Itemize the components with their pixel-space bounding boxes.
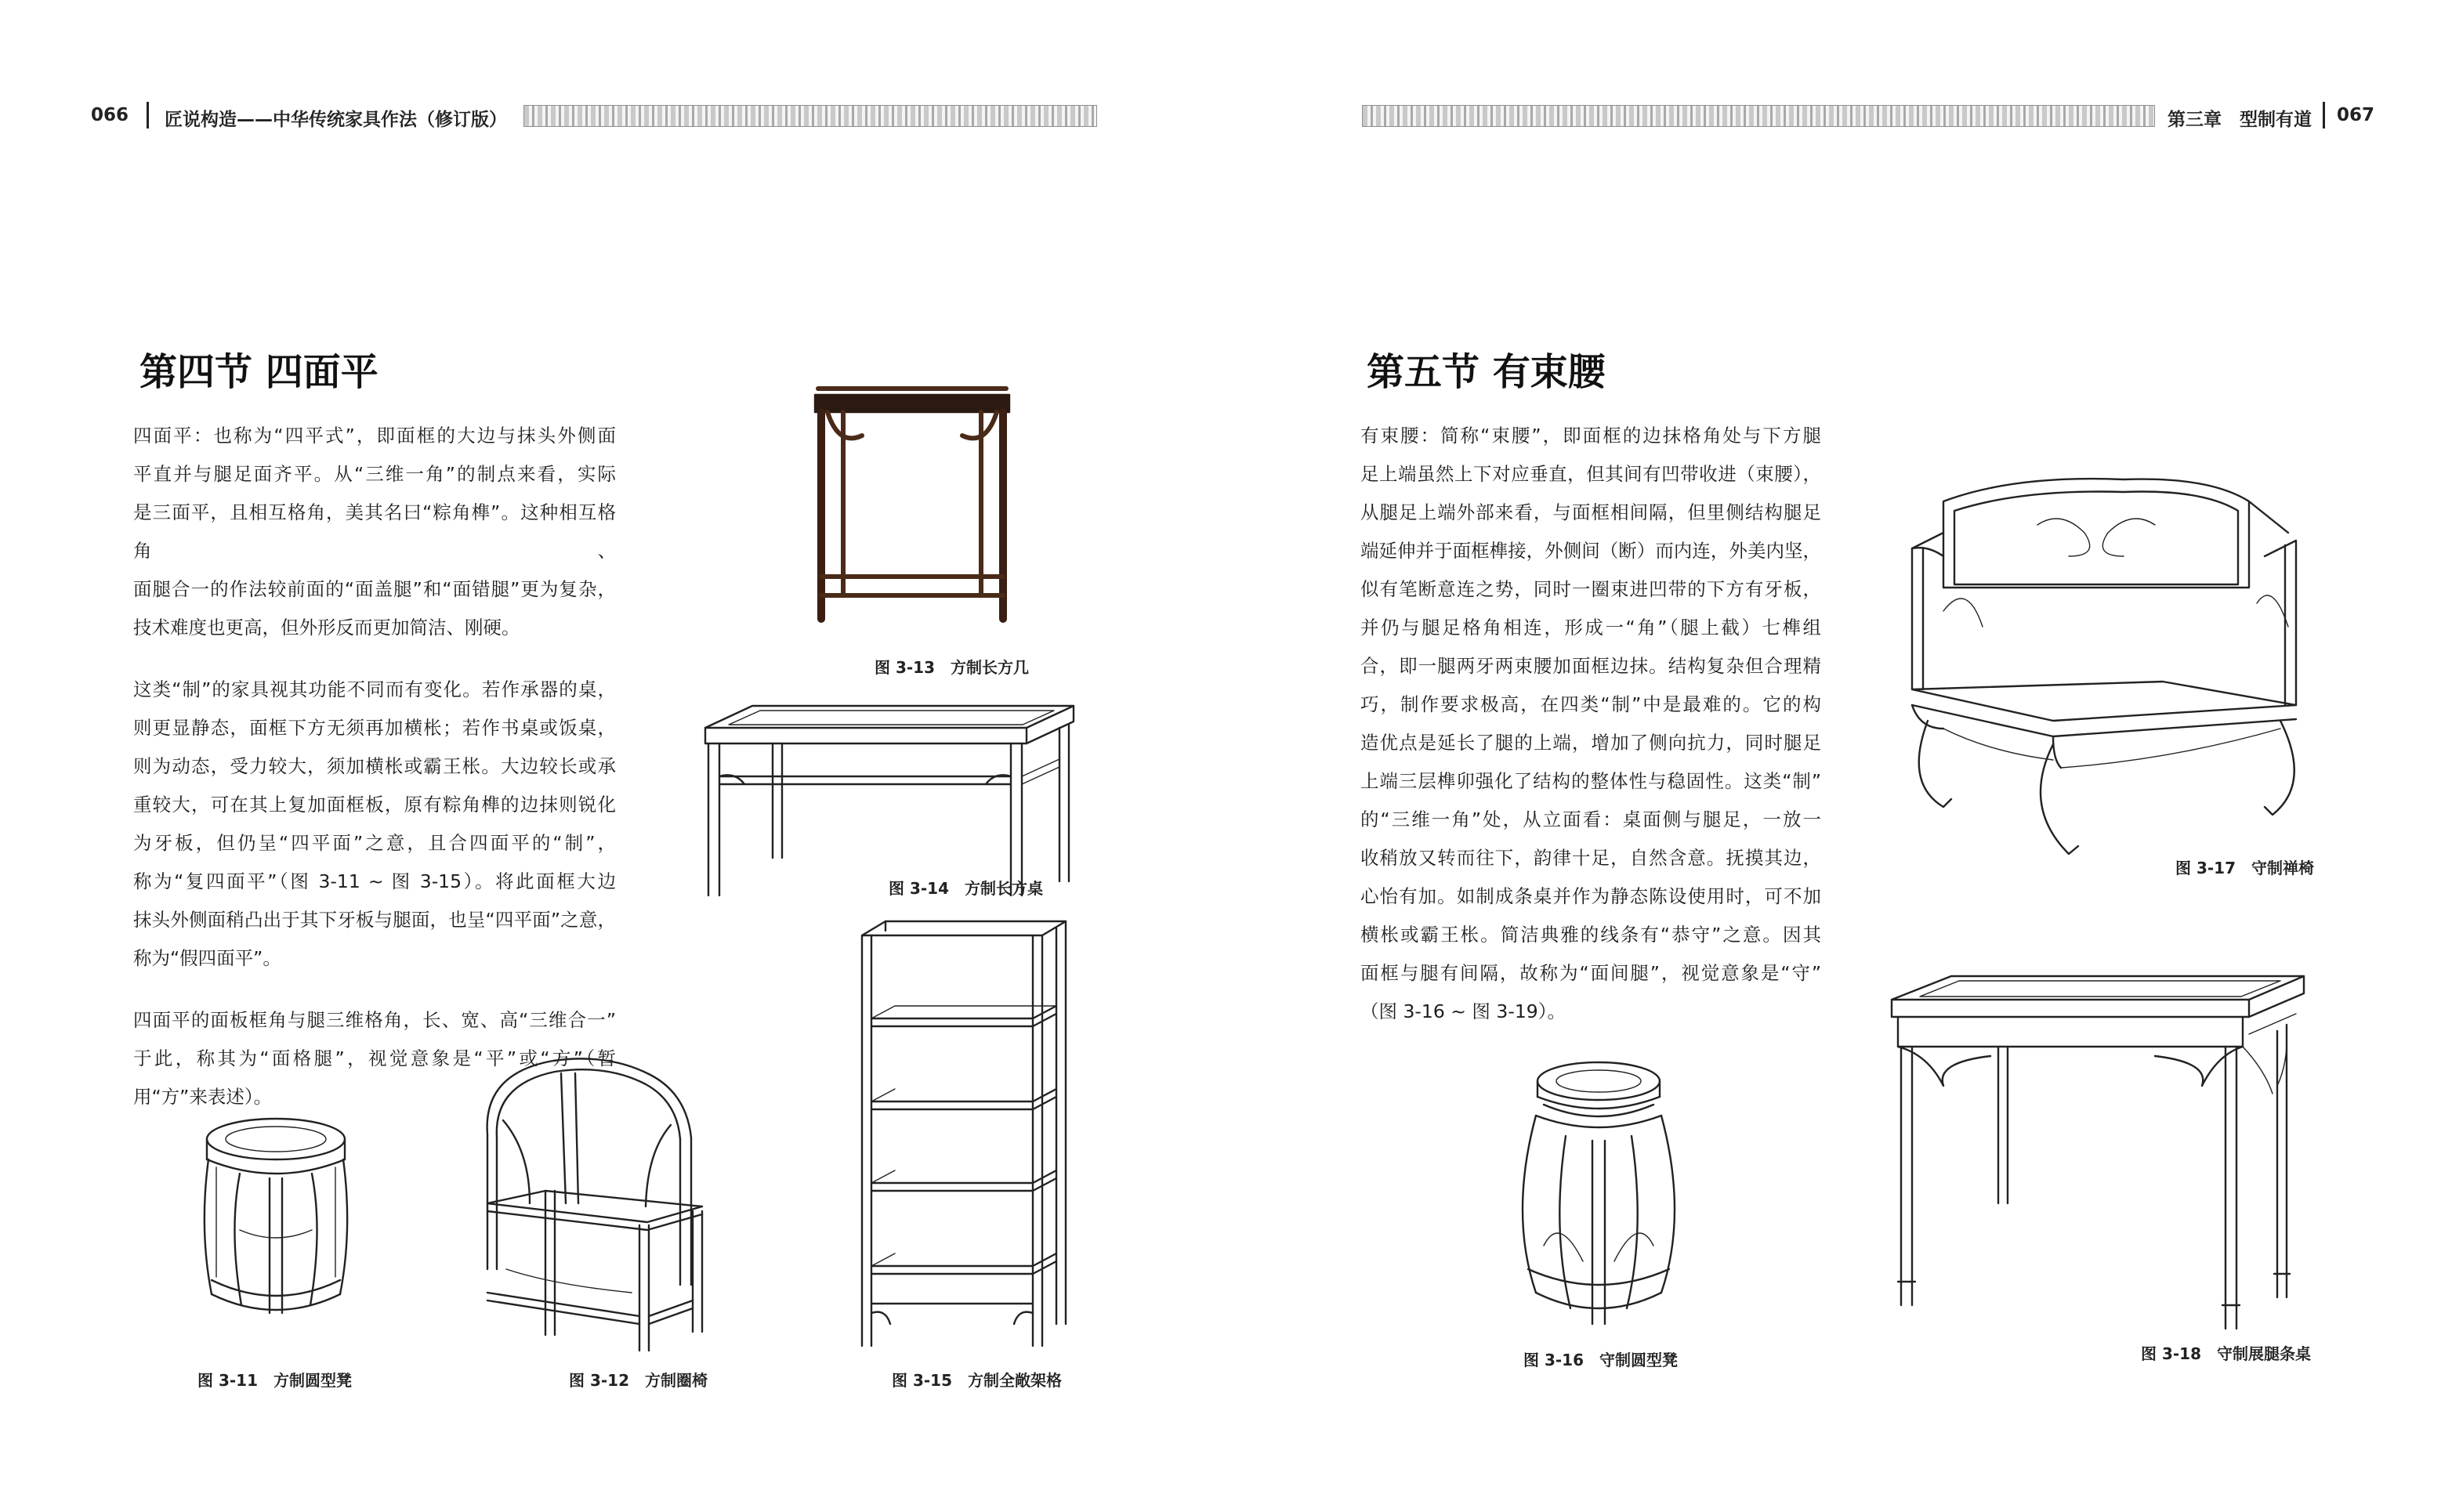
- caption-fig-3-12: 图 3-12 方制圈椅: [569, 1371, 708, 1390]
- right-header-separator: [2323, 102, 2325, 128]
- figure-3-17-meditation-chair: [1896, 470, 2320, 862]
- left-paragraph: [133, 671, 616, 978]
- left-header-separator: [147, 102, 149, 128]
- figure-3-12-round-back-armchair: [475, 1050, 718, 1355]
- right-paragraph: [1360, 417, 1821, 1031]
- caption-fig-3-16: 图 3-16 守制圆型凳: [1523, 1351, 1679, 1369]
- figure-3-18-long-table-extended-legs: [1881, 968, 2320, 1337]
- figure-3-16-round-drum-stool: [1505, 1058, 1693, 1340]
- text-line: 巧，制作要求极高，在四类“制”中是最难的。它的构: [1360, 693, 1821, 715]
- figure-3-11-round-drum-stool: [197, 1112, 354, 1332]
- text-line: 横枨或霸王枨。简洁典雅的线条有“恭守”之意。因其: [1360, 924, 1821, 946]
- text-line: 则更显静态，面框下方无须再加横枨；若作书桌或饭桌，: [133, 717, 616, 739]
- figure-3-13-rectangular-side-table: [807, 384, 1019, 627]
- text-line: 端延伸并于面框榫接，外侧间（断）而内连，外美内坚，: [1360, 540, 1821, 562]
- text-line: 足上端虽然上下对应垂直，但其间有凹带收进（束腰），: [1360, 463, 1821, 485]
- text-line: 重较大，可在其上复加面框板，原有粽角榫的边抹则锐化: [133, 794, 616, 816]
- text-line: 收稍放又转而往下，韵律十足，自然含意。抚摸其边，: [1360, 847, 1821, 869]
- text-line: 造优点是延长了腿的上端，增加了侧向抗力，同时腿足: [1360, 732, 1821, 754]
- text-line: 面框与腿有间隔，故称为“面间腿”，视觉意象是“守”: [1360, 962, 1821, 984]
- caption-fig-3-11: 图 3-11 方制圆型凳: [197, 1371, 353, 1390]
- left-page-number: 066: [91, 105, 129, 125]
- text-line: （图 3-16 ~ 图 3-19）。: [1360, 1000, 1566, 1022]
- text-line: 抹头外侧面稍凸出于其下牙板与腿面，也呈“四平面”之意，: [133, 909, 616, 931]
- text-line: 面腿合一的作法较前面的“面盖腿”和“面错腿”更为复杂，: [133, 578, 616, 600]
- right-section-title: 第五节 有束腰: [1367, 350, 1606, 394]
- caption-fig-3-18: 图 3-18 守制展腿条桌: [2141, 1344, 2312, 1363]
- text-line: 平直并与腿足面齐平。从“三维一角”的制点来看，实际: [133, 463, 616, 485]
- text-line: 并仍与腿足格角相连，形成一“角”（腿上截）七榫组: [1360, 617, 1821, 638]
- right-body-text: [1360, 417, 1821, 1031]
- right-page-number: 067: [2337, 105, 2375, 125]
- text-line: 有束腰：简称“束腰”，即面框的边抹格角处与下方腿: [1360, 425, 1821, 447]
- caption-fig-3-14: 图 3-14 方制长方桌: [889, 879, 1044, 898]
- right-chapter-title: 第三章 型制有道: [2168, 110, 2312, 130]
- text-line: 合，即一腿两牙两束腰加面框边抹。结构复杂但合理精: [1360, 655, 1821, 677]
- text-line: 从腿足上端外部来看，与面框相间隔，但里侧结构腿足: [1360, 501, 1821, 523]
- text-line: 心怡有加。如制成条桌并作为静态陈设使用时，可不加: [1360, 885, 1821, 907]
- left-paragraph: [133, 417, 616, 647]
- caption-fig-3-17: 图 3-17 守制禅椅: [2175, 859, 2315, 877]
- text-line: 上端三层榫卯强化了结构的整体性与稳固性。这类“制”: [1360, 770, 1821, 792]
- caption-fig-3-13: 图 3-13 方制长方几: [875, 658, 1030, 677]
- text-line: 是三面平，且相互格角，美其名曰“粽角榫”。这种相互格角、: [133, 501, 616, 562]
- left-section-title: 第四节 四面平: [139, 350, 378, 394]
- left-header-ornament-bar: [523, 105, 1097, 127]
- text-line: 技术难度也更高，但外形反而更加简洁、刚硬。: [133, 617, 520, 638]
- text-line: 似有笔断意连之势，同时一圈束进凹带的下方有牙板，: [1360, 578, 1821, 600]
- text-line: 四面平的面板框角与腿三维格角，长、宽、高“三维合一”: [133, 1009, 616, 1031]
- text-line: 称为“假四面平”。: [133, 947, 281, 969]
- left-book-title: 匠说构造——中华传统家具作法（修订版）: [165, 110, 507, 130]
- left-body-text: [133, 417, 616, 1116]
- right-header-ornament-bar: [1362, 105, 2155, 127]
- figure-3-15-open-bookshelf: [854, 917, 1074, 1355]
- text-line: 的“三维一角”处，从立面看：桌面侧与腿足，一放一: [1360, 808, 1821, 830]
- text-line: 为牙板，但仍呈“四平面”之意，且合四面平的“制”，: [133, 832, 616, 854]
- text-line: 于此，称其为“面格腿”，视觉意象是“平”或“方”（暂: [133, 1047, 616, 1069]
- text-line: 四面平：也称为“四平式”，即面框的大边与抹头外侧面: [133, 425, 616, 447]
- text-line: 称为“复四面平”（图 3-11 ~ 图 3-15）。将此面框大边: [133, 870, 616, 892]
- caption-fig-3-15: 图 3-15 方制全敞架格: [892, 1371, 1063, 1390]
- text-line: 用“方”来表述）。: [133, 1086, 273, 1108]
- text-line: 这类“制”的家具视其功能不同而有变化。若作承器的桌，: [133, 678, 616, 700]
- text-line: 则为动态，受力较大，须加横枨或霸王枨。大边较长或承: [133, 755, 616, 777]
- figure-3-14-long-rectangular-table: [697, 701, 1081, 901]
